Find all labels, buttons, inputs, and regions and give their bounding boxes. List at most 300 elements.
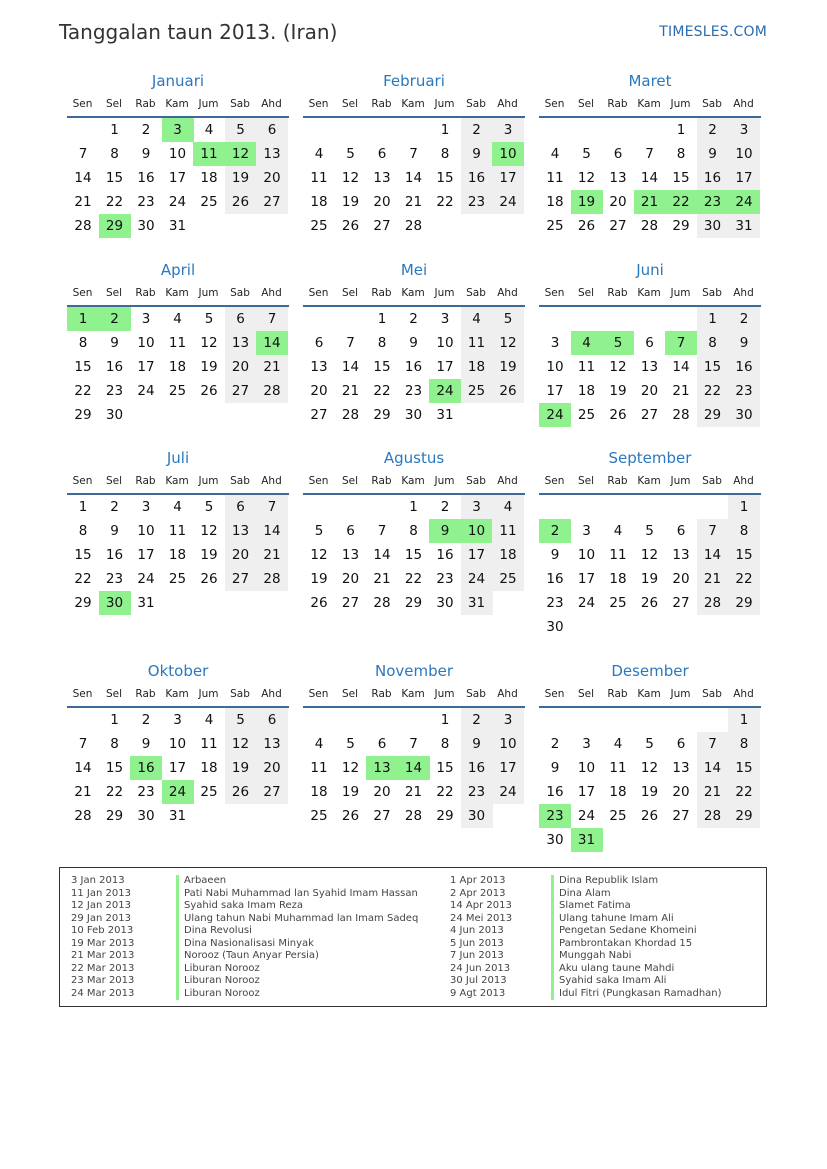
day-cell: 6	[314, 335, 324, 351]
month-name: Februari	[383, 72, 445, 90]
day-cell: 7	[645, 146, 654, 162]
day-cell: 6	[613, 146, 623, 162]
legend-left-names	[176, 875, 418, 1000]
day-cell: 29	[74, 595, 92, 611]
day-cell: 28	[74, 808, 92, 824]
day-cell: 22	[74, 571, 92, 587]
day-cell: 24	[168, 194, 187, 210]
day-cell: 16	[436, 547, 454, 563]
weekday-label: Ahd	[261, 688, 282, 700]
legend-date: 7 Jun 2013	[450, 950, 504, 961]
day-cell: 4	[492, 495, 524, 519]
day-cell: 21	[634, 190, 666, 214]
day-cell: 13	[225, 331, 257, 355]
day-cell: 15	[436, 760, 454, 776]
day-cell: 21	[256, 543, 288, 567]
weekday-label: Jum	[434, 475, 455, 487]
day-cell: 23	[461, 780, 493, 804]
weekday-label: Sel	[341, 475, 359, 487]
day-cell: 22	[728, 567, 760, 591]
day-cell: 1	[67, 307, 99, 331]
day-cell: 4	[461, 307, 493, 331]
day-cell: 9	[550, 547, 560, 563]
day-cell: 23	[546, 595, 564, 611]
weekday-label: Jum	[434, 287, 455, 299]
legend-holiday-name: Ulang tahun Nabi Muhammad lan Imam Sadeq	[176, 913, 418, 926]
day-cell: 15	[74, 359, 92, 375]
day-cell: 8	[377, 335, 387, 351]
weekday-label: Kam	[165, 287, 189, 299]
day-cell: 7	[409, 146, 418, 162]
day-cell: 8	[78, 335, 88, 351]
weekday-label: Sel	[105, 475, 123, 487]
weekday-label: Rab	[607, 475, 628, 487]
weekday-label: Sab	[702, 688, 722, 700]
weekday-label: Rab	[371, 287, 392, 299]
day-cell: 26	[225, 780, 257, 804]
day-cell: 2	[440, 499, 450, 515]
legend-date: 29 Jan 2013	[71, 912, 131, 924]
day-cell: 6	[256, 708, 288, 732]
day-cell: 9	[550, 760, 560, 776]
day-cell: 11	[168, 523, 187, 539]
day-cell: 15	[672, 170, 690, 186]
day-cell: 3	[162, 118, 194, 142]
day-cell: 28	[697, 591, 729, 615]
day-cell: 23	[105, 383, 124, 399]
weekday-label: Sel	[105, 688, 123, 700]
day-cell: 27	[310, 407, 328, 423]
day-cell: 2	[539, 519, 571, 543]
day-cell: 21	[256, 355, 288, 379]
day-cell: 14	[640, 170, 659, 186]
day-cell: 17	[577, 784, 596, 800]
month-name: Agustus	[383, 449, 445, 467]
legend-holiday-name: Dina Alam	[551, 888, 722, 901]
weekday-label: Jum	[198, 98, 219, 110]
day-cell: 4	[613, 736, 623, 752]
weekday-label: Ahd	[733, 287, 754, 299]
legend-date: 4 Jun 2013	[450, 925, 504, 936]
day-cell: 31	[137, 595, 155, 611]
day-cell: 17	[577, 571, 596, 587]
day-cell: 22	[728, 780, 760, 804]
weekday-label: Sen	[544, 475, 565, 487]
day-cell: 3	[550, 335, 560, 351]
day-cell: 24	[492, 780, 524, 804]
day-cell: 15	[436, 170, 454, 186]
weekday-label: Sab	[466, 475, 486, 487]
weekday-label: Sab	[466, 98, 486, 110]
day-cell: 26	[310, 595, 328, 611]
legend-holiday-name: Aku ulang taune Mahdi	[551, 963, 722, 976]
day-cell: 26	[225, 190, 257, 214]
legend-date: 30 Jul 2013	[450, 975, 507, 986]
day-cell: 7	[78, 146, 88, 162]
day-cell: 13	[672, 760, 690, 776]
day-cell: 11	[193, 142, 225, 166]
day-cell: 2	[141, 122, 151, 138]
day-cell: 15	[373, 359, 391, 375]
weekday-label: Sel	[105, 98, 123, 110]
weekday-label: Sen	[308, 287, 329, 299]
legend-holiday-name: Dina Republik Islam	[551, 875, 722, 888]
day-cell: 13	[672, 547, 690, 563]
day-cell: 27	[373, 808, 391, 824]
day-cell: 9	[409, 335, 418, 351]
day-cell: 29	[99, 214, 131, 238]
weekday-label: Rab	[371, 98, 392, 110]
day-cell: 5	[645, 736, 654, 752]
day-cell: 6	[346, 523, 355, 539]
legend-date: 11 Jan 2013	[71, 887, 131, 899]
day-cell: 30	[404, 407, 423, 423]
legend-date: 1 Apr 2013	[450, 875, 506, 886]
day-cell: 29	[105, 808, 124, 824]
weekday-label: Sab	[230, 475, 250, 487]
day-cell: 3	[173, 712, 182, 728]
day-cell: 20	[373, 194, 391, 210]
day-cell: 23	[461, 190, 493, 214]
day-cell: 11	[310, 760, 328, 776]
weekday-label: Sab	[230, 688, 250, 700]
day-cell: 25	[546, 218, 564, 234]
day-cell: 10	[577, 547, 596, 563]
day-cell: 12	[492, 331, 524, 355]
day-cell: 27	[256, 190, 288, 214]
day-cell: 24	[539, 403, 571, 427]
day-cell: 5	[645, 523, 654, 539]
weekday-label: Kam	[637, 688, 661, 700]
day-cell: 7	[697, 732, 729, 756]
day-cell: 18	[310, 194, 328, 210]
day-cell: 21	[74, 194, 92, 210]
day-cell: 19	[341, 194, 360, 210]
day-cell: 29	[728, 804, 760, 828]
day-cell: 23	[436, 571, 454, 587]
day-cell: 28	[404, 808, 423, 824]
day-cell: 12	[200, 523, 218, 539]
day-cell: 7	[665, 331, 697, 355]
day-cell: 22	[105, 194, 124, 210]
day-cell: 28	[256, 379, 288, 403]
day-cell: 11	[577, 359, 596, 375]
day-cell: 26	[640, 595, 659, 611]
day-cell: 16	[105, 547, 124, 563]
weekday-label: Rab	[135, 475, 156, 487]
day-cell: 1	[676, 122, 686, 138]
weekday-label: Ahd	[261, 475, 282, 487]
weekday-label: Kam	[165, 98, 189, 110]
day-cell: 1	[78, 499, 88, 515]
day-cell: 11	[609, 760, 627, 776]
weekday-label: Ahd	[261, 287, 282, 299]
weekday-label: Jum	[434, 98, 455, 110]
day-cell: 19	[225, 166, 257, 190]
legend-holiday-name: Slamet Fatima	[551, 900, 722, 913]
day-cell: 18	[609, 571, 627, 587]
day-cell: 23	[697, 190, 729, 214]
day-cell: 24	[577, 808, 596, 824]
weekday-label: Sel	[105, 287, 123, 299]
weekday-label: Sel	[577, 98, 595, 110]
weekday-label: Kam	[637, 98, 661, 110]
day-cell: 29	[74, 407, 92, 423]
day-cell: 14	[74, 170, 92, 186]
day-cell: 27	[672, 808, 690, 824]
day-cell: 7	[377, 523, 387, 539]
day-cell: 17	[461, 543, 493, 567]
day-cell: 18	[609, 784, 627, 800]
weekday-label: Sen	[308, 688, 329, 700]
legend-date: 24 Mar 2013	[71, 987, 135, 999]
day-cell: 4	[571, 331, 603, 355]
day-cell: 7	[78, 736, 88, 752]
day-cell: 2	[461, 708, 493, 732]
day-cell: 2	[728, 307, 760, 331]
day-cell: 29	[436, 808, 454, 824]
day-cell: 26	[341, 218, 360, 234]
day-cell: 5	[602, 331, 634, 355]
day-cell: 18	[461, 355, 493, 379]
day-cell: 15	[728, 543, 760, 567]
day-cell: 25	[168, 383, 187, 399]
day-cell: 15	[105, 760, 124, 776]
day-cell: 31	[168, 218, 187, 234]
weekday-label: Jum	[434, 688, 455, 700]
weekday-label: Kam	[165, 688, 189, 700]
day-cell: 7	[346, 335, 355, 351]
weekday-label: Kam	[401, 475, 425, 487]
day-cell: 19	[341, 784, 360, 800]
day-cell: 22	[665, 190, 697, 214]
day-cell: 10	[436, 335, 454, 351]
day-cell: 18	[492, 543, 524, 567]
day-cell: 10	[492, 732, 524, 756]
day-cell: 28	[640, 218, 659, 234]
weekday-label: Sel	[341, 98, 359, 110]
day-cell: 10	[137, 335, 155, 351]
day-cell: 30	[728, 403, 760, 427]
weekday-label: Rab	[135, 98, 156, 110]
day-cell: 25	[492, 567, 524, 591]
day-cell: 17	[137, 547, 155, 563]
day-cell: 11	[546, 170, 564, 186]
weekday-label: Rab	[371, 475, 392, 487]
month-name: Oktober	[147, 662, 209, 680]
day-cell: 28	[373, 595, 391, 611]
weekday-label: Jum	[198, 287, 219, 299]
weekday-label: Rab	[607, 688, 628, 700]
day-cell: 12	[225, 732, 257, 756]
legend-holiday-name: Dina Revolusi	[176, 925, 418, 938]
day-cell: 27	[256, 780, 288, 804]
day-cell: 1	[728, 495, 760, 519]
weekday-label: Sab	[702, 98, 722, 110]
day-cell: 4	[173, 311, 182, 327]
day-cell: 18	[310, 784, 328, 800]
day-cell: 14	[74, 760, 92, 776]
day-cell: 8	[676, 146, 686, 162]
day-cell: 5	[204, 499, 214, 515]
weekday-label: Sen	[72, 475, 93, 487]
day-cell: 3	[582, 736, 591, 752]
month-name: Januari	[151, 72, 205, 90]
weekday-label: Kam	[401, 688, 425, 700]
weekday-label: Kam	[401, 287, 425, 299]
site-link[interactable]: TIMESLES.COM	[659, 24, 767, 40]
legend-date: 3 Jan 2013	[71, 875, 125, 886]
day-cell: 21	[74, 784, 92, 800]
day-cell: 28	[256, 567, 288, 591]
day-cell: 24	[429, 379, 461, 403]
day-cell: 31	[436, 407, 454, 423]
legend-date: 9 Agt 2013	[450, 987, 506, 999]
legend-date: 24 Jun 2013	[450, 962, 511, 974]
day-cell: 9	[461, 142, 493, 166]
page-title: Tanggalan taun 2013. (Iran)	[59, 20, 338, 44]
weekday-label: Ahd	[497, 287, 518, 299]
day-cell: 11	[461, 331, 493, 355]
day-cell: 5	[346, 146, 355, 162]
legend-left-dates	[71, 875, 134, 1000]
day-cell: 11	[310, 170, 328, 186]
day-cell: 1	[697, 307, 729, 331]
day-cell: 17	[492, 756, 524, 780]
day-cell: 6	[377, 146, 387, 162]
day-cell: 10	[168, 146, 187, 162]
day-cell: 5	[225, 118, 257, 142]
month-name: September	[608, 449, 692, 467]
day-cell: 13	[256, 142, 288, 166]
day-cell: 21	[373, 571, 391, 587]
day-cell: 14	[697, 756, 729, 780]
weekday-label: Rab	[607, 98, 628, 110]
day-cell: 21	[341, 383, 360, 399]
day-cell: 24	[728, 190, 760, 214]
day-cell: 25	[461, 379, 493, 403]
day-cell: 5	[314, 523, 324, 539]
day-cell: 1	[377, 311, 387, 327]
legend-holiday-name: Munggah Nabi	[551, 950, 722, 963]
weekday-label: Sel	[577, 287, 595, 299]
day-cell: 20	[672, 571, 690, 587]
day-cell: 4	[204, 712, 214, 728]
weekday-label: Ahd	[261, 98, 282, 110]
day-cell: 22	[404, 571, 423, 587]
day-cell: 3	[141, 311, 151, 327]
day-cell: 23	[137, 194, 155, 210]
day-cell: 21	[672, 383, 690, 399]
day-cell: 1	[440, 122, 450, 138]
day-cell: 24	[137, 383, 155, 399]
day-cell: 4	[550, 146, 560, 162]
weekday-label: Sel	[341, 688, 359, 700]
day-cell: 14	[373, 547, 391, 563]
day-cell: 12	[577, 170, 596, 186]
weekday-label: Jum	[670, 98, 691, 110]
legend-holiday-name: Idul Fitri (Pungkasan Ramadhan)	[551, 988, 722, 1001]
weekday-label: Kam	[165, 475, 189, 487]
legend-date: 2 Apr 2013	[450, 887, 506, 899]
day-cell: 4	[314, 146, 324, 162]
day-cell: 31	[728, 214, 760, 238]
day-cell: 11	[609, 547, 627, 563]
day-cell: 21	[404, 784, 423, 800]
day-cell: 14	[256, 519, 288, 543]
legend-right-dates	[450, 875, 512, 1000]
day-cell: 14	[697, 543, 729, 567]
weekday-label: Sen	[308, 475, 329, 487]
weekday-label: Sen	[72, 287, 93, 299]
day-cell: 25	[200, 194, 218, 210]
day-cell: 12	[341, 170, 360, 186]
day-cell: 23	[728, 379, 760, 403]
day-cell: 15	[728, 756, 760, 780]
day-cell: 20	[256, 756, 288, 780]
day-cell: 13	[256, 732, 288, 756]
day-cell: 25	[310, 808, 328, 824]
day-cell: 7	[409, 736, 418, 752]
day-cell: 9	[697, 142, 729, 166]
day-cell: 12	[609, 359, 627, 375]
day-cell: 6	[676, 523, 686, 539]
day-cell: 16	[404, 359, 423, 375]
day-cell: 2	[697, 118, 729, 142]
day-cell: 26	[492, 379, 524, 403]
month-name: Juli	[166, 449, 190, 467]
weekday-label: Sen	[308, 98, 329, 110]
day-cell: 17	[168, 170, 187, 186]
legend-holiday-name: Norooz (Taun Anyar Persia)	[176, 950, 418, 963]
day-cell: 16	[461, 166, 493, 190]
day-cell: 25	[168, 571, 187, 587]
weekday-label: Sab	[230, 287, 250, 299]
weekday-label: Sel	[341, 287, 359, 299]
legend-holiday-name: Syahid saka Imam Reza	[176, 900, 418, 913]
day-cell: 30	[546, 832, 564, 848]
day-cell: 16	[546, 571, 564, 587]
legend-date: 23 Mar 2013	[71, 975, 135, 986]
legend-holiday-name: Arbaeen	[176, 875, 418, 888]
legend-date: 21 Mar 2013	[71, 950, 135, 961]
day-cell: 15	[404, 547, 423, 563]
month-name: Juni	[636, 261, 664, 279]
day-cell: 26	[577, 218, 596, 234]
day-cell: 22	[697, 379, 729, 403]
day-cell: 3	[492, 708, 524, 732]
day-cell: 2	[461, 118, 493, 142]
day-cell: 20	[225, 543, 257, 567]
legend-holiday-name: Liburan Norooz	[176, 975, 418, 988]
day-cell: 27	[640, 407, 659, 423]
day-cell: 16	[728, 355, 760, 379]
weekday-label: Rab	[371, 688, 392, 700]
day-cell: 6	[256, 118, 288, 142]
day-cell: 2	[550, 736, 560, 752]
day-cell: 19	[225, 756, 257, 780]
day-cell: 4	[613, 523, 623, 539]
day-cell: 31	[571, 828, 603, 852]
day-cell: 9	[461, 732, 493, 756]
day-cell: 27	[672, 595, 690, 611]
day-cell: 13	[640, 359, 659, 375]
day-cell: 6	[676, 736, 686, 752]
day-cell: 30	[461, 804, 493, 828]
day-cell: 16	[697, 166, 729, 190]
day-cell: 24	[137, 571, 155, 587]
weekday-label: Jum	[670, 287, 691, 299]
